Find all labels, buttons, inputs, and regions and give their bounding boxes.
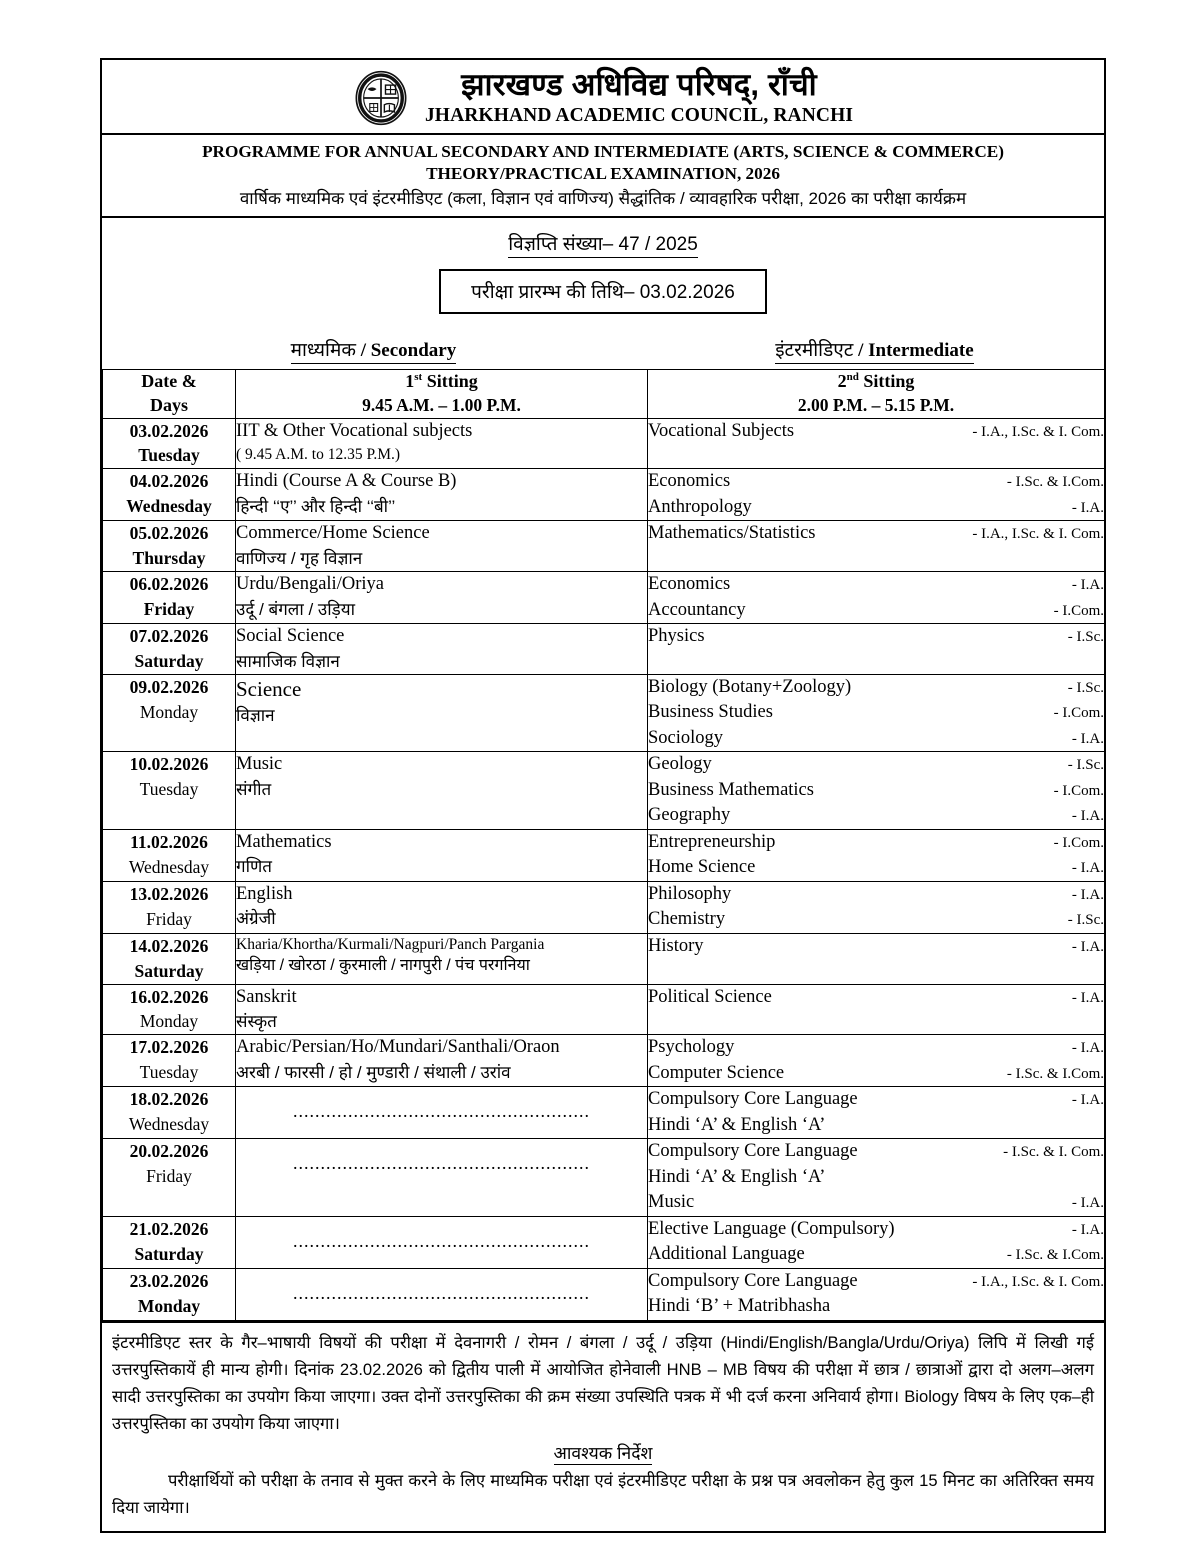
exam-day: Wednesday <box>126 496 212 517</box>
subject-name: Hindi ‘B’ + Matribhasha <box>648 1296 831 1317</box>
no-exam-placeholder: ...................................................... <box>293 1282 590 1303</box>
cell-secondary-sitting1 <box>236 469 648 521</box>
subject-name: Computer Science <box>648 1062 785 1083</box>
subject-name: IIT & Other Vocational subjects <box>236 420 473 441</box>
exam-date: 17.02.2026 <box>129 1037 209 1058</box>
intermediate-heading-english: Intermediate <box>868 340 974 362</box>
stream-tag: - I.Sc. & I. Com. <box>1003 1144 1104 1161</box>
exam-date: 21.02.2026 <box>129 1218 209 1239</box>
subject-name: Biology (Botany+Zoology) <box>648 676 852 697</box>
notice-block <box>102 218 1104 320</box>
subject-line <box>648 469 1104 495</box>
subject-line <box>648 726 1104 752</box>
cell-intermediate-sitting2 <box>648 1035 1105 1087</box>
exam-day: Saturday <box>134 1243 204 1264</box>
subject-name: Social Science <box>236 626 345 647</box>
subject-line <box>648 882 1104 908</box>
stream-tag: - I.A. <box>1071 1221 1104 1238</box>
stream-tag: - I.Com. <box>1053 782 1104 799</box>
subject-line <box>648 1165 1104 1191</box>
cell-intermediate-sitting2 <box>648 881 1105 933</box>
subject-name: वाणिज्य / गृह विज्ञान <box>236 548 363 568</box>
subject-line <box>236 624 647 650</box>
subject-name: Home Science <box>648 857 756 878</box>
notification-document <box>100 58 1106 1533</box>
stream-tag: - I.A. <box>1071 1092 1104 1109</box>
exam-day: Monday <box>139 1011 199 1032</box>
exam-day: Tuesday <box>138 445 200 466</box>
table-row <box>103 829 1105 881</box>
exam-date: 06.02.2026 <box>129 574 209 595</box>
secondary-heading: माध्यमिक / Secondary <box>102 336 645 364</box>
subject-name: Music <box>236 754 283 775</box>
subject-line <box>236 955 647 977</box>
subject-line <box>648 1217 1104 1243</box>
table-row <box>103 1139 1105 1217</box>
exam-date: 10.02.2026 <box>129 754 209 775</box>
cell-date <box>103 933 236 984</box>
subject-name: अंग्रेजी <box>236 909 276 929</box>
subject-name: Accountancy <box>648 599 746 620</box>
subject-name: Vocational Subjects <box>648 420 795 441</box>
subject-line <box>648 598 1104 624</box>
cell-intermediate-sitting2 <box>648 829 1105 881</box>
exam-date: 23.02.2026 <box>129 1270 209 1291</box>
document-header <box>102 60 1104 135</box>
stream-tag: - I.Sc. & I.Com. <box>1006 1065 1104 1082</box>
subject-name: संगीत <box>236 779 272 799</box>
secondary-heading-hindi: माध्यमिक <box>290 340 356 362</box>
subject-line <box>648 495 1104 521</box>
note-paragraph-main: इंटरमीडिएट स्तर के गैर–भाषायी विषयों की परीक्षा में देवनागरी / रोमन / बंगला / उर्दू / उड़िया (Hindi/English/Bangla/Urdu/Oriya) लिपि में लिखी गई उत्तरपुस्तिकायें ही मान्य होगी। दिनांक 23.02.2026 को द्वितीय पाली में आयोजित होनेवाली HNB – MB विषय की परीक्षा में छात्र / छात्राओं द्वारा दो अलग–अलग सादी उत्तरपुस्तिका का उपयोग किया जाएगा। उक्त दोनों उत्तरपुस्तिका की क्रम संख्या उपस्थिति पत्रक में भी दर्ज करना अनिवार्य होगा। Biology विषय के लिए एक–ही उत्तरपुस्तिका का उपयोग किया जाएगा। <box>112 1332 1094 1433</box>
stream-tag: - I.Sc. & I.Com. <box>1006 474 1104 491</box>
cell-date <box>103 572 236 624</box>
subject-name: Compulsory Core Language <box>648 1141 858 1162</box>
subject-name: Psychology <box>648 1037 735 1058</box>
stream-tag: - I.A. <box>1071 860 1104 877</box>
table-row <box>103 881 1105 933</box>
subject-line <box>236 598 647 621</box>
subject-name: Philosophy <box>648 883 732 904</box>
table-row <box>103 469 1105 521</box>
stream-tag: - I.A., I.Sc. & I. Com. <box>972 526 1104 543</box>
exam-day: Monday <box>137 1295 201 1316</box>
subject-line <box>648 1190 1104 1216</box>
ordinal-suffix-st: st <box>414 371 423 384</box>
subject-line <box>236 521 647 547</box>
table-row <box>103 752 1105 830</box>
cell-date <box>103 1216 236 1268</box>
subject-line <box>236 882 647 908</box>
table-row <box>103 984 1105 1035</box>
cell-intermediate-sitting2 <box>648 418 1105 469</box>
instructions-heading: आवश्यक निर्देश <box>553 1443 653 1464</box>
exam-date: 07.02.2026 <box>129 626 209 647</box>
stream-tag: - I.A., I.Sc. & I. Com. <box>972 1273 1104 1290</box>
exam-day: Friday <box>143 598 195 619</box>
subject-line <box>236 1061 647 1084</box>
table-row <box>103 624 1105 675</box>
subject-name: Chemistry <box>648 909 726 930</box>
subject-line <box>648 1294 1104 1320</box>
subject-line <box>648 624 1104 650</box>
exam-day: Tuesday <box>139 779 199 800</box>
table-row <box>103 521 1105 572</box>
cell-date <box>103 624 236 675</box>
cell-intermediate-sitting2 <box>648 984 1105 1035</box>
subject-line <box>648 521 1104 547</box>
subject-name: खड़िया / खोरठा / कुरमाली / नागपुरी / पंच परगनिया <box>236 957 530 975</box>
subject-line <box>648 830 1104 856</box>
cell-date <box>103 829 236 881</box>
table-row <box>103 1035 1105 1087</box>
subject-line <box>236 855 647 878</box>
cell-date <box>103 521 236 572</box>
subject-line <box>648 1035 1104 1061</box>
programme-title-block <box>102 135 1104 218</box>
cell-date <box>103 469 236 521</box>
subject-line <box>648 419 1104 445</box>
subject-line <box>648 1242 1104 1268</box>
subject-line <box>236 650 647 673</box>
cell-intermediate-sitting2 <box>648 521 1105 572</box>
subject-name: Economics <box>648 471 731 492</box>
subject-line <box>236 907 647 930</box>
cell-intermediate-sitting2 <box>648 674 1105 752</box>
cell-intermediate-sitting2 <box>648 933 1105 984</box>
jac-emblem-icon <box>353 70 409 126</box>
column-header-sitting2: 2nd Sitting 2.00 P.M. – 5.15 P.M. <box>648 370 1105 419</box>
stream-tag: - I.Sc. <box>1067 757 1104 774</box>
cell-secondary-sitting1 <box>236 752 648 830</box>
ordinal-suffix-nd: nd <box>846 371 859 384</box>
subject-name: सामाजिक विज्ञान <box>236 651 340 671</box>
subject-name: Kharia/Khortha/Kurmali/Nagpuri/Panch Pargania <box>236 935 545 953</box>
subject-name: Compulsory Core Language <box>648 1270 858 1291</box>
stream-tag: - I.A. <box>1071 808 1104 825</box>
stream-tag: - I.Com. <box>1053 602 1104 619</box>
cell-secondary-sitting1 <box>236 418 648 469</box>
cell-intermediate-sitting2 <box>648 1087 1105 1139</box>
table-row <box>103 674 1105 752</box>
cell-secondary-sitting1 <box>236 1216 648 1268</box>
subject-line <box>648 934 1104 960</box>
cell-secondary-sitting1 <box>236 572 648 624</box>
subject-line <box>648 803 1104 829</box>
stream-tag: - I.A. <box>1071 577 1104 594</box>
cell-date <box>103 674 236 752</box>
subject-name: Elective Language (Compulsory) <box>648 1218 895 1239</box>
intermediate-heading-hindi: इंटरमीडिएट <box>775 340 854 362</box>
column-header-date: Date & Days <box>103 370 236 419</box>
stream-tag: - I.Com. <box>1053 834 1104 851</box>
subject-name: Compulsory Core Language <box>648 1089 858 1110</box>
exam-start-date-box: परीक्षा प्रारम्भ की तिथि– 03.02.2026 <box>439 269 767 314</box>
exam-date: 05.02.2026 <box>129 523 209 544</box>
exam-date: 13.02.2026 <box>129 883 209 904</box>
exam-date: 04.02.2026 <box>129 471 209 492</box>
subject-line <box>236 1010 647 1033</box>
stream-tag: - I.A. <box>1071 730 1104 747</box>
subject-line <box>236 572 647 598</box>
exam-day: Wednesday <box>128 856 210 877</box>
subject-name: Science <box>236 676 302 701</box>
cell-intermediate-sitting2 <box>648 1216 1105 1268</box>
subject-line <box>236 704 647 727</box>
exam-date: 18.02.2026 <box>129 1089 209 1110</box>
exam-day: Thursday <box>132 548 206 569</box>
cell-date <box>103 1139 236 1217</box>
exam-date: 16.02.2026 <box>129 986 209 1007</box>
subject-name: Business Studies <box>648 702 773 723</box>
subject-name: Geography <box>648 805 731 826</box>
stream-tag: - I.A. <box>1071 499 1104 516</box>
stream-tag: - I.A. <box>1071 886 1104 903</box>
table-row <box>103 1087 1105 1139</box>
subject-name: उर्दू / बंगला / उड़िया <box>236 599 355 619</box>
subject-line <box>236 675 647 704</box>
cell-secondary-sitting1 <box>236 881 648 933</box>
subject-line <box>236 495 647 518</box>
subject-line <box>648 572 1104 598</box>
cell-date <box>103 1035 236 1087</box>
cell-secondary-sitting1 <box>236 984 648 1035</box>
subject-line <box>648 1113 1104 1139</box>
subject-name: Mathematics/Statistics <box>648 523 816 544</box>
stream-tag: - I.Sc. <box>1067 912 1104 929</box>
stream-tag: - I.Sc. & I.Com. <box>1006 1247 1104 1264</box>
instructions-paragraph: परीक्षार्थियों को परीक्षा के तनाव से मुक्त करने के लिए माध्यमिक परीक्षा एवं इंटरमीडिएट परीक्षा के प्रश्न पत्र अवलोकन हेतु कुल 15 मिनट का अतिरिक्त समय दिया जायेगा। <box>112 1471 1094 1518</box>
subject-name: संस्कृत <box>236 1012 277 1032</box>
subject-name: Geology <box>648 754 712 775</box>
subject-line <box>236 752 647 778</box>
cell-intermediate-sitting2 <box>648 1268 1105 1320</box>
cell-date <box>103 881 236 933</box>
subject-line <box>236 547 647 570</box>
footer-notes <box>102 1321 1104 1531</box>
cell-date <box>103 752 236 830</box>
stream-tag: - I.A. <box>1071 938 1104 955</box>
cell-secondary-sitting1 <box>236 829 648 881</box>
exam-date: 03.02.2026 <box>129 420 209 441</box>
subject-name: Hindi (Course A & Course B) <box>236 471 457 492</box>
secondary-heading-english: Secondary <box>370 340 457 362</box>
exam-day: Saturday <box>134 650 204 671</box>
subject-line <box>236 1035 647 1061</box>
subject-name: Urdu/Bengali/Oriya <box>236 574 384 595</box>
exam-day: Friday <box>146 908 192 929</box>
subject-name: Hindi ‘A’ & English ‘A’ <box>648 1166 826 1187</box>
subject-name: ( 9.45 A.M. to 12.35 P.M.) <box>236 446 401 464</box>
cell-secondary-sitting1 <box>236 1035 648 1087</box>
subject-line <box>648 1087 1104 1113</box>
subject-line <box>236 934 647 955</box>
no-exam-placeholder: ...................................................... <box>293 1153 590 1174</box>
subject-name: Political Science <box>648 986 772 1007</box>
cell-secondary-sitting1 <box>236 1087 648 1139</box>
cell-intermediate-sitting2 <box>648 572 1105 624</box>
cell-date <box>103 1268 236 1320</box>
stream-tag: - I.A. <box>1071 989 1104 1006</box>
table-row <box>103 1216 1105 1268</box>
subject-line <box>648 855 1104 881</box>
stream-tag: - I.A. <box>1071 1040 1104 1057</box>
subject-name: विज्ञान <box>236 705 275 725</box>
no-exam-placeholder: ...................................................... <box>293 1230 590 1251</box>
subject-name: Sociology <box>648 727 724 748</box>
cell-date <box>103 418 236 469</box>
subject-name: Additional Language <box>648 1244 805 1265</box>
cell-date <box>103 1087 236 1139</box>
subject-line <box>648 752 1104 778</box>
cell-intermediate-sitting2 <box>648 469 1105 521</box>
stream-tag: - I.A. <box>1071 1195 1104 1212</box>
sitting1-time: 9.45 A.M. – 1.00 P.M. <box>362 394 521 415</box>
org-name-hindi: झारखण्ड अधिविद्य परिषद्, राँची <box>461 67 817 102</box>
subject-name: Hindi ‘A’ & English ‘A’ <box>648 1114 826 1135</box>
table-row <box>103 572 1105 624</box>
table-row <box>103 933 1105 984</box>
subject-line <box>648 1139 1104 1165</box>
cell-secondary-sitting1 <box>236 1139 648 1217</box>
subject-line <box>236 778 647 801</box>
subject-line <box>648 907 1104 933</box>
intermediate-heading: इंटरमीडिएट / Intermediate <box>645 336 1104 364</box>
subject-line <box>648 1061 1104 1087</box>
subject-line <box>648 675 1104 701</box>
subject-name: अरबी / फारसी / हो / मुण्डारी / संथाली / उरांव <box>236 1062 511 1082</box>
cell-secondary-sitting1 <box>236 1268 648 1320</box>
subject-line <box>236 985 647 1011</box>
notice-number: विज्ञप्ति संख्या– 47 / 2025 <box>508 230 698 258</box>
stream-tag: - I.Sc. <box>1067 679 1104 696</box>
subject-name: Mathematics <box>236 831 332 852</box>
sitting2-time: 2.00 P.M. – 5.15 P.M. <box>797 394 955 415</box>
programme-title-line2: THEORY/PRACTICAL EXAMINATION, 2026 <box>426 164 780 184</box>
cell-intermediate-sitting2 <box>648 624 1105 675</box>
subject-name: Entrepreneurship <box>648 831 776 852</box>
exam-day: Saturday <box>134 960 204 981</box>
table-row <box>103 418 1105 469</box>
subject-line <box>648 778 1104 804</box>
subject-name: Economics <box>648 574 731 595</box>
subject-line <box>648 1269 1104 1295</box>
column-header-sitting1: 1st Sitting 9.45 A.M. – 1.00 P.M. <box>236 370 648 419</box>
subject-line <box>236 419 647 445</box>
subject-line <box>236 469 647 495</box>
subject-line <box>236 444 647 465</box>
stream-tag: - I.Sc. <box>1067 629 1104 646</box>
section-headings <box>102 320 1104 369</box>
subject-name: Arabic/Persian/Ho/Mundari/Santhali/Oraon <box>236 1037 560 1058</box>
programme-title-line1: PROGRAMME FOR ANNUAL SECONDARY AND INTERMEDIATE (ARTS, SCIENCE & COMMERCE) <box>202 142 1004 162</box>
subject-name: Music <box>648 1192 695 1213</box>
subject-name: Business Mathematics <box>648 779 814 800</box>
cell-secondary-sitting1 <box>236 933 648 984</box>
exam-day: Monday <box>139 701 199 722</box>
subject-name: हिन्दी ‘‘ए’’ और हिन्दी ‘‘बी’’ <box>236 496 396 516</box>
cell-intermediate-sitting2 <box>648 1139 1105 1217</box>
exam-date: 11.02.2026 <box>130 831 208 852</box>
exam-day: Wednesday <box>128 1114 210 1135</box>
subject-line <box>648 700 1104 726</box>
stream-tag: - I.Com. <box>1053 705 1104 722</box>
exam-date: 09.02.2026 <box>129 676 209 697</box>
cell-intermediate-sitting2 <box>648 752 1105 830</box>
exam-date: 20.02.2026 <box>129 1141 209 1162</box>
table-header-row <box>103 370 1105 419</box>
table-body <box>103 418 1105 1320</box>
subject-line <box>236 830 647 856</box>
exam-day: Friday <box>146 1166 192 1187</box>
org-name-english: JHARKHAND ACADEMIC COUNCIL, RANCHI <box>424 104 854 126</box>
exam-date: 14.02.2026 <box>129 935 209 956</box>
no-exam-placeholder: ...................................................... <box>293 1101 590 1122</box>
subject-name: Sanskrit <box>236 986 297 1007</box>
subject-name: गणित <box>236 857 272 877</box>
exam-day: Tuesday <box>139 1062 199 1083</box>
cell-secondary-sitting1 <box>236 521 648 572</box>
table-row <box>103 1268 1105 1320</box>
subject-name: Physics <box>648 626 705 647</box>
cell-date <box>103 984 236 1035</box>
subject-line <box>648 985 1104 1011</box>
programme-title-hindi: वार्षिक माध्यमिक एवं इंटरमीडिएट (कला, विज्ञान एवं वाणिज्य) सैद्धांतिक / व्यावहारिक परीक्षा, 2026 का परीक्षा कार्यक्रम <box>239 189 967 209</box>
subject-name: Commerce/Home Science <box>236 523 430 544</box>
stream-tag: - I.A., I.Sc. & I. Com. <box>972 423 1104 440</box>
cell-secondary-sitting1 <box>236 624 648 675</box>
cell-secondary-sitting1 <box>236 674 648 752</box>
subject-name: Anthropology <box>648 496 752 517</box>
subject-name: History <box>648 935 704 956</box>
exam-schedule-table <box>102 369 1105 1321</box>
subject-name: English <box>236 883 293 904</box>
